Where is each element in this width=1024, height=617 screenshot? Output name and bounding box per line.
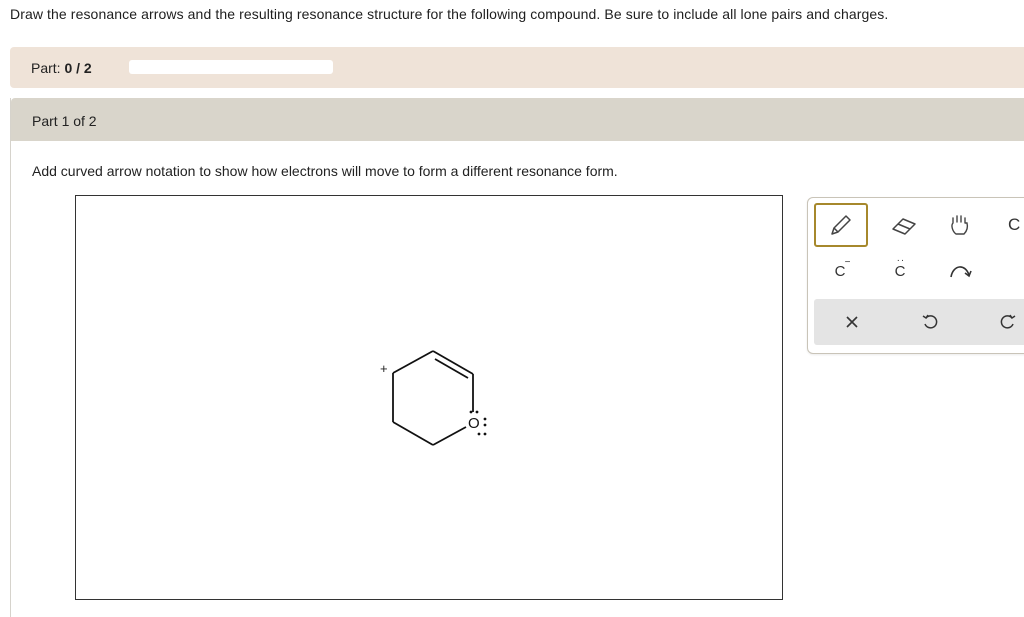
undo-icon (921, 313, 939, 331)
progress-track (129, 60, 333, 74)
lone-pair-carbon-label: ·· C (894, 254, 906, 280)
negative-carbon-tool[interactable] (814, 251, 866, 291)
progress-value: 0 / 2 (64, 60, 92, 76)
eraser-icon (889, 213, 919, 237)
tool-palette (807, 197, 1024, 354)
edit-bar (814, 299, 1024, 345)
part-title: Part 1 of 2 (32, 113, 97, 129)
question-text: Draw the resonance arrows and the resulting resonance structure for the following compound. Be sure to include all lone pairs and charges. (10, 6, 889, 22)
redo-icon (999, 313, 1017, 331)
bond-c5-c6 (393, 422, 433, 445)
oxygen-atom[interactable]: O (468, 415, 480, 432)
progress-label: Part: 0 / 2 (31, 60, 92, 76)
chain-tool[interactable] (990, 205, 1024, 245)
curved-arrow-icon (945, 260, 975, 282)
bond-c1-c2 (393, 351, 433, 373)
redo-button[interactable] (988, 302, 1024, 342)
negative-carbon-label: C − (834, 256, 851, 280)
eraser-tool[interactable] (878, 205, 930, 245)
hand-icon (946, 211, 974, 239)
pencil-icon (826, 210, 856, 240)
progress-bar (10, 47, 1024, 88)
part-panel (10, 98, 1024, 617)
molecule-drawing[interactable] (76, 196, 782, 599)
chain-icon: C (1008, 215, 1021, 234)
drawing-canvas[interactable] (75, 195, 783, 600)
instruction-text: Add curved arrow notation to show how electrons will move to form a different resonance form. (32, 163, 618, 179)
undo-button[interactable] (910, 302, 950, 342)
bond-o-c5 (433, 427, 466, 445)
hand-tool[interactable] (934, 205, 986, 245)
part-header[interactable] (11, 98, 1024, 141)
carbocation-charge: + (380, 361, 388, 376)
curved-arrow-tool[interactable] (934, 251, 986, 291)
lone-pair-carbon-tool[interactable] (874, 251, 926, 291)
clear-icon (844, 314, 860, 330)
bond-c2-c3 (433, 351, 473, 374)
pencil-tool[interactable] (814, 203, 868, 247)
clear-button[interactable] (832, 302, 872, 342)
